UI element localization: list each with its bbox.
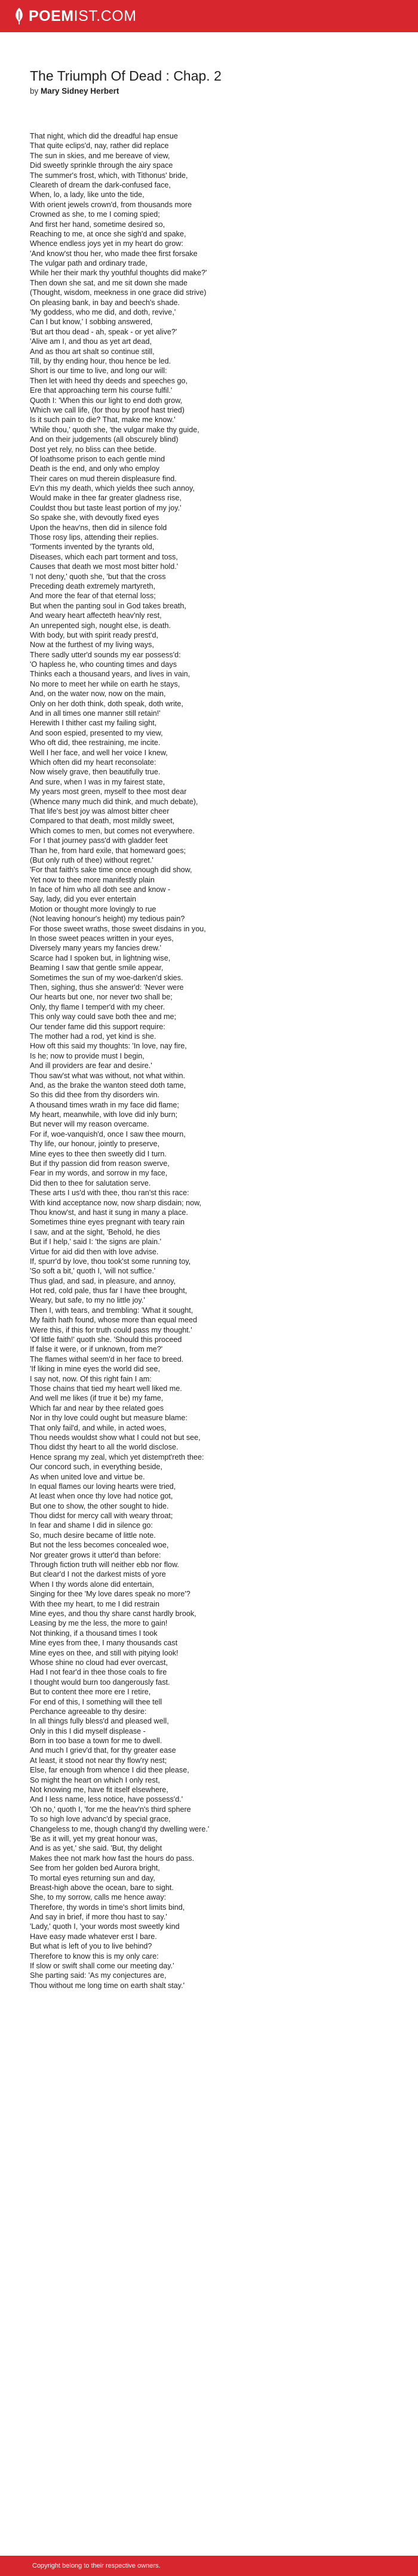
poem-line: Beaming I saw that gentle smile appear, bbox=[30, 964, 164, 972]
poem-line: Thou needs wouldst show what I could not but see, bbox=[30, 1433, 201, 1442]
poem-line: Death is the end, and only who employ bbox=[30, 464, 160, 473]
poem-line: And ill providers are fear and desire.' bbox=[30, 1061, 152, 1070]
poem-line: With thee my heart, to me I did restrain bbox=[30, 1599, 159, 1608]
poem-line: There sadly utter'd sounds my ear possess'd: bbox=[30, 650, 181, 659]
poem-line: 'But art thou dead - ah, speak - or yet alive?' bbox=[30, 327, 177, 336]
poem-line: Those rosy lips, attending their replies. bbox=[30, 533, 159, 542]
poem-line: How oft this said my thoughts: 'In love, nay fire, bbox=[30, 1042, 187, 1051]
poem-line: Not knowing me, have fit itself elsewhere, bbox=[30, 1786, 168, 1795]
poem-line: Thinks each a thousand years, and lives in vain, bbox=[30, 670, 190, 679]
poem-line: Nor in thy love could ought but measure blame: bbox=[30, 1414, 188, 1423]
poem-line: If slow or swift shall come our meeting day.' bbox=[30, 1962, 174, 1971]
poem-line: 'Oh no,' quoth I, 'for me the heav'n's third sphere bbox=[30, 1805, 191, 1814]
poem-line: Mine eyes, and thou thy share canst hardly brook, bbox=[30, 1609, 196, 1618]
poem-line: And say in brief, if more thou hast to say.' bbox=[30, 1913, 167, 1922]
poem-line: Can I but know,' I sobbing answered, bbox=[30, 318, 153, 327]
poem-line: 'For that faith's sake time once enough did show, bbox=[30, 866, 192, 875]
poem-line: Their cares on mud therein displeasure find. bbox=[30, 474, 177, 483]
byline-prefix: by bbox=[30, 87, 39, 96]
poem-line: Therefore to know this is my only care: bbox=[30, 1952, 159, 1961]
poem-line: Virtue for aid did then with love advise. bbox=[30, 1247, 159, 1256]
poem-line: Which often did my heart reconsolate: bbox=[30, 758, 156, 767]
poem-line: And weary heart affecteth heav'nly rest, bbox=[30, 611, 162, 620]
poem-line: Sometimes the sun of my woe-darken'd skies. bbox=[30, 973, 183, 982]
poem-line: Upon the heav'ns, then did in silence fold bbox=[30, 523, 167, 532]
poem-line: Mine eyes to thee then sweetly did I turn. bbox=[30, 1149, 167, 1158]
poem-line: So this did thee from thy disorders win. bbox=[30, 1091, 159, 1100]
poem-title: The Triumph Of Dead : Chap. 2 bbox=[30, 68, 222, 84]
poem-line: My heart, meanwhile, with love did inly burn; bbox=[30, 1110, 178, 1119]
poem-byline bbox=[30, 86, 418, 97]
poem-line: Else, far enough from whence I did thee please, bbox=[30, 1766, 189, 1775]
poem-line: Which far and near by thee related goes bbox=[30, 1404, 164, 1412]
poem-line: Therefore, thy words in time's short limits bind, bbox=[30, 1903, 185, 1912]
poem-line: The sun in skies, and me bereave of view, bbox=[30, 151, 170, 160]
poem-line: Mine eyes on thee, and still with pitying look! bbox=[30, 1648, 179, 1657]
poem-line: When I thy words alone did entertain, bbox=[30, 1580, 154, 1589]
poem-line: And more the fear of that eternal loss; bbox=[30, 592, 156, 601]
poem-line: (Whence many much did think, and much debate), bbox=[30, 797, 198, 806]
poem-line: Makes thee not mark how fast the hours do pass. bbox=[30, 1854, 195, 1863]
poem-line: As when united love and virtue be. bbox=[30, 1472, 145, 1481]
poem-line: 'And know'st thou her, who made thee first forsake bbox=[30, 249, 198, 258]
poem-line: Diversely many years my fancies drew.' bbox=[30, 944, 162, 953]
poem-line: Diseases, which each part torment and toss, bbox=[30, 552, 178, 561]
poem-line: And on their judgements (all obscurely blind) bbox=[30, 435, 179, 444]
poem-line: If false it were, or if unknown, from me?' bbox=[30, 1345, 163, 1354]
poem-line: Singing for thee 'My love dares speak no more'? bbox=[30, 1590, 190, 1599]
poem-line: Dost yet rely, no bliss can thee betide. bbox=[30, 445, 156, 454]
poem-line: If, spurr'd by love, thou took'st some running toy, bbox=[30, 1257, 191, 1266]
poem-line: Which we call life, (for thou by proof hast tried) bbox=[30, 405, 185, 414]
poem-line: 'Of little faith!' quoth she. 'Should this proceed bbox=[30, 1335, 182, 1344]
poem-line: Our hearts but one, nor never two shall be; bbox=[30, 993, 173, 1002]
poem-line: Weary, but safe, to my no little joy.' bbox=[30, 1296, 145, 1305]
poem-line: While her their mark thy youthful thoughts did make?' bbox=[30, 269, 207, 278]
poem-line: Is he; now to provide must I begin, bbox=[30, 1051, 145, 1060]
poem-line: Preceding death extremely martyreth, bbox=[30, 581, 155, 590]
poem-line: To mortal eyes returning sun and day, bbox=[30, 1873, 155, 1882]
poem-line: Then let with heed thy deeds and speeches go, bbox=[30, 376, 188, 385]
logo-text-bold: POEM bbox=[29, 7, 74, 24]
site-header bbox=[0, 0, 418, 32]
poem-line: She parting said: 'As my conjectures are, bbox=[30, 1971, 167, 1980]
poem-line: Those chains that tied my heart well liked me. bbox=[30, 1384, 182, 1393]
poem-line: Only, thy flame I temper'd with my cheer. bbox=[30, 1002, 165, 1011]
poem-line: This only way could save both thee and me; bbox=[30, 1012, 177, 1021]
poem-line: Sometimes thine eyes pregnant with teary rain bbox=[30, 1218, 185, 1227]
poem-line: The flames withal seem'd in her face to breed. bbox=[30, 1355, 184, 1364]
poem-line: So might the heart on which I only rest, bbox=[30, 1775, 160, 1784]
poem-line: Now wisely grave, then beautifully true. bbox=[30, 768, 161, 777]
poem-line: A thousand times wrath in my face did flame; bbox=[30, 1100, 179, 1109]
poem-line: The mother had a rod, yet kind is she. bbox=[30, 1032, 156, 1041]
poem-line: Not thinking, if a thousand times I took bbox=[30, 1629, 158, 1638]
poem-line: I saw, and at the sight, 'Behold, he dies bbox=[30, 1227, 161, 1236]
poem-line: Scarce had I spoken but, in lightning wise, bbox=[30, 953, 171, 962]
poem-line: Only in this I did myself displease - bbox=[30, 1726, 146, 1735]
poem-line: Hot red, cold pale, thus far I have thee brought, bbox=[30, 1287, 188, 1295]
poem-line: Thus glad, and sad, in pleasure, and annoy, bbox=[30, 1276, 176, 1285]
poem-line: Thou know'st, and hast it sung in many a place. bbox=[30, 1208, 188, 1217]
poem-line: That life's best joy was almost bitter cheer bbox=[30, 807, 170, 815]
poem-line: 'So soft a bit,' quoth I, 'will not suffice.' bbox=[30, 1267, 156, 1276]
poem-line: For end of this, I something will thee tell bbox=[30, 1697, 162, 1706]
poem-line: And much I griev'd that, for thy greater ease bbox=[30, 1746, 176, 1755]
poem-line: Whose shine no cloud had ever overcast, bbox=[30, 1658, 168, 1667]
poem-line: That night, which did the dreadful hap ensue bbox=[30, 132, 178, 140]
poem-line: Till, by thy ending hour, thou hence be led. bbox=[30, 356, 171, 365]
poem-line: And sure, when I was in my fairest state, bbox=[30, 777, 165, 786]
poem-line: For those sweet wraths, those sweet disdains in you, bbox=[30, 924, 206, 933]
poem-line: Compared to that death, most mildly sweet, bbox=[30, 817, 175, 826]
poem-line: And I less name, less notice, have possess'd.' bbox=[30, 1795, 183, 1804]
poem-line: Did then to thee for salutation serve. bbox=[30, 1178, 151, 1187]
poem-line: See from her golden bed Aurora bright, bbox=[30, 1864, 160, 1873]
poem-line: Say, lady, did you ever entertain bbox=[30, 895, 137, 904]
poem-line: Did sweetly sprinkle through the airy space bbox=[30, 161, 173, 170]
poem-line: Well I her face, and well her voice I knew, bbox=[30, 748, 168, 757]
poem-line: (But only ruth of thee) without regret.' bbox=[30, 855, 153, 864]
poem-content bbox=[0, 32, 418, 1990]
poem-line: (Not leaving honour's height) my tedious pain? bbox=[30, 915, 185, 924]
poem-line: And first her hand, sometime desired so, bbox=[30, 220, 165, 229]
poem-line: 'Torments invented by the tyrants old, bbox=[30, 543, 155, 552]
poem-line: Herewith I thither cast my failing sight, bbox=[30, 719, 157, 728]
poem-line: Thou saw'st what was without, not what within. bbox=[30, 1071, 185, 1080]
poem-line: Our concord such, in everything beside, bbox=[30, 1463, 162, 1472]
poem-line: In those sweet peaces written in your eyes, bbox=[30, 934, 174, 943]
poem-line: So spake she, with devoutly fixed eyes bbox=[30, 513, 159, 522]
poem-line: At least when once thy love had notice got, bbox=[30, 1492, 173, 1501]
poem-line: But what is left of you to live behind? bbox=[30, 1942, 152, 1951]
poem-line: Fear in my words, and sorrow in my face, bbox=[30, 1169, 168, 1178]
poem-line: Through fiction truth will neither ebb nor flow. bbox=[30, 1561, 179, 1569]
poem-line: And as thou art shalt so continue still, bbox=[30, 347, 155, 356]
poem-line: Reaching to me, at once she sigh'd and spake, bbox=[30, 229, 186, 238]
poem-line: Mine eyes from thee, I many thousands cast bbox=[30, 1639, 178, 1648]
poem-line: Had I not fear'd in thee those coals to fire bbox=[30, 1668, 167, 1677]
poem-line: And well me likes (if true it be) my fame, bbox=[30, 1394, 164, 1403]
poem-body bbox=[30, 131, 418, 1990]
poem-line: 'If liking in mine eyes the world did see, bbox=[30, 1365, 161, 1374]
poem-line: But not the less becomes concealed woe, bbox=[30, 1541, 169, 1550]
poem-line: Thou didst thy heart to all the world disclose. bbox=[30, 1443, 179, 1452]
poem-line: Were this, if this for truth could pass my thought.' bbox=[30, 1325, 192, 1334]
poem-line: And, as the brake the wanton steed doth tame, bbox=[30, 1081, 186, 1090]
poem-line: I thought would burn too dangerously fast. bbox=[30, 1678, 170, 1686]
poem-line: Breast-high above the ocean, bare to sight. bbox=[30, 1883, 174, 1892]
poem-line: Whence endless joys yet in my heart do grow: bbox=[30, 239, 183, 248]
poem-line: Only on her doth think, doth speak, doth write, bbox=[30, 699, 183, 708]
poem-line: Then down she sat, and me sit down she made bbox=[30, 278, 188, 287]
poem-line: (Thought, wisdom, meekness in one grace did strive) bbox=[30, 288, 207, 297]
poem-line: Who oft did, thee restraining, me incite. bbox=[30, 738, 161, 747]
poem-line: 'O hapless he, who counting times and days bbox=[30, 660, 177, 669]
poem-line: But if thy passion did from reason swerve, bbox=[30, 1159, 170, 1168]
poem-line: An unrepented sigh, nought else, is death. bbox=[30, 621, 171, 630]
poem-line: At least, it stood not near thy flow'ry nest; bbox=[30, 1756, 167, 1765]
poem-line: Causes that death we most most bitter hold.' bbox=[30, 562, 179, 571]
poem-line: Motion or thought more lovingly to rue bbox=[30, 904, 156, 913]
poem-line: Yet now to thee more manifestly plain bbox=[30, 875, 155, 884]
poem-line: Have easy made whatever erst I bare. bbox=[30, 1932, 157, 1941]
poem-line: Thy life, our honour, jointly to preserve, bbox=[30, 1140, 160, 1149]
poem-line: With orient jewels crown'd, from thousands more bbox=[30, 200, 192, 209]
poem-line: Would make in thee far greater gladness rise, bbox=[30, 494, 182, 503]
poem-line: That only fail'd, and while, in acted woes, bbox=[30, 1423, 167, 1432]
site-logo[interactable] bbox=[14, 8, 137, 25]
poem-line: Then I, with tears, and trembling: 'What it sought, bbox=[30, 1306, 193, 1315]
poem-line: In equal flames our loving hearts were tried, bbox=[30, 1482, 176, 1491]
logo-text-light: IST.COM bbox=[73, 7, 137, 24]
site-footer bbox=[0, 2556, 418, 2576]
poem-line: And, on the water now, now on the main, bbox=[30, 690, 166, 698]
poem-line: For I that journey pass'd with gladder feet bbox=[30, 836, 168, 845]
poem-line: In face of him who all doth see and know - bbox=[30, 885, 171, 894]
poem-line: Our tender fame did this support require: bbox=[30, 1022, 165, 1031]
poem-line: Thou without me long time on earth shalt stay.' bbox=[30, 1981, 185, 1990]
poem-line: Quoth I: 'When this our light to end doth grow, bbox=[30, 396, 183, 405]
copyright-text: Copyright belong to their respective owners. bbox=[32, 2562, 161, 2569]
poem-line: 'I not deny,' quoth she, 'but that the cross bbox=[30, 572, 166, 581]
poem-line: 'Be as it will, yet my great honour was, bbox=[30, 1834, 158, 1843]
poem-line: For if, woe-vanquish'd, once I saw thee mourn, bbox=[30, 1129, 186, 1138]
poem-line: And is as yet,' she said. 'But, thy delight bbox=[30, 1844, 162, 1853]
poem-line: The summer's frost, which, with Tithonus' bride, bbox=[30, 171, 188, 180]
poem-line: Than he, from hard exile, that homeward goes; bbox=[30, 846, 186, 855]
poem-line: With kind acceptance now, now sharp disdain; now, bbox=[30, 1198, 202, 1207]
poem-line: But to content thee more ere I retire, bbox=[30, 1688, 151, 1697]
poem-line: So, much desire became of little note. bbox=[30, 1531, 156, 1540]
poem-line: No more to meet her while on earth he stays, bbox=[30, 679, 180, 688]
poem-line: Perchance agreeable to thy desire: bbox=[30, 1707, 147, 1716]
poem-line: I say not, now. Of this right fain I am: bbox=[30, 1374, 152, 1383]
poem-line: Of loathsome prison to each gentle mind bbox=[30, 454, 165, 463]
poem-line: The vulgar path and ordinary trade, bbox=[30, 259, 147, 268]
poem-line: She, to my sorrow, calls me hence away: bbox=[30, 1893, 167, 1902]
poem-line: Is it such pain to die? That, make me know.' bbox=[30, 416, 176, 424]
poem-line: Born in too base a town for me to dwell. bbox=[30, 1737, 162, 1746]
poem-line: And soon espied, presented to my view, bbox=[30, 728, 163, 737]
poem-line: And in all times one manner still retain!' bbox=[30, 709, 161, 718]
poem-line: Ere that approaching term his course fulfil.' bbox=[30, 386, 173, 395]
poem-line: To so high love advanc'd by special grace, bbox=[30, 1815, 171, 1824]
poem-line: Short is our time to live, and long our will: bbox=[30, 367, 167, 376]
poem-line: Which comes to men, but comes not everywhere. bbox=[30, 826, 195, 835]
poem-line: 'My goddess, who me did, and doth, revive,' bbox=[30, 308, 176, 317]
poem-line: In fear and shame I did in silence go: bbox=[30, 1521, 153, 1530]
poem-line: But if I help,' said I: 'the signs are plain.' bbox=[30, 1238, 162, 1247]
poem-line: 'Lady,' quoth I, 'your words most sweetly kind bbox=[30, 1922, 180, 1931]
poem-line: 'While thou,' quoth she, 'the vulgar make thy guide, bbox=[30, 425, 199, 434]
poem-line: Leasing by me the less, the more to gain! bbox=[30, 1619, 168, 1628]
quill-pen-icon bbox=[14, 8, 24, 24]
poem-line: Ev'n this my death, which yields thee such annoy, bbox=[30, 484, 195, 493]
poem-line: Now at the furthest of my living ways, bbox=[30, 641, 154, 650]
poem-line: These arts I us'd with thee, thou ran'st this race: bbox=[30, 1189, 189, 1198]
poem-line: When, lo, a lady, like unto the tide, bbox=[30, 190, 145, 199]
poem-line: On pleasing bank, in bay and beech's shade. bbox=[30, 298, 180, 307]
poem-line: My years most green, myself to thee most dear bbox=[30, 787, 187, 796]
poem-line: Thou didst for mercy call with weary throat; bbox=[30, 1512, 173, 1521]
poem-line: My faith hath found, whose more than equal meed bbox=[30, 1316, 198, 1325]
poem-line: 'Alive am I, and thou as yet art dead, bbox=[30, 337, 152, 346]
poem-line: That quite eclips'd, nay, rather did replace bbox=[30, 141, 169, 150]
poem-line: But clear'd I not the darkest mists of yore bbox=[30, 1570, 166, 1579]
poem-line: But never will my reason overcame. bbox=[30, 1120, 149, 1129]
poem-line: But one to show, the other sought to hide. bbox=[30, 1501, 169, 1510]
poem-line: In all things fully bless'd and pleased well, bbox=[30, 1717, 169, 1726]
poem-line: Changeless to me, though chang'd thy dwelling were.' bbox=[30, 1824, 210, 1833]
poem-line: Cleareth of dream the dark-confused face, bbox=[30, 180, 171, 189]
poem-line: Then, sighing, thus she answer'd: 'Never were bbox=[30, 983, 184, 992]
poem-line: With body, but with spirit ready prest'd, bbox=[30, 630, 158, 639]
poem-line: Crowned as she, to me I coming spied; bbox=[30, 210, 160, 219]
poem-line: Nor greater grows it utter'd than before: bbox=[30, 1550, 161, 1559]
poem-line: But when the panting soul in God takes breath, bbox=[30, 601, 186, 610]
author-link[interactable]: Mary Sidney Herbert bbox=[41, 87, 119, 96]
poem-line: Couldst thou but taste least portion of my joy.' bbox=[30, 503, 182, 512]
poem-line: Hence sprang my zeal, which yet distempt'reth thee: bbox=[30, 1452, 204, 1461]
